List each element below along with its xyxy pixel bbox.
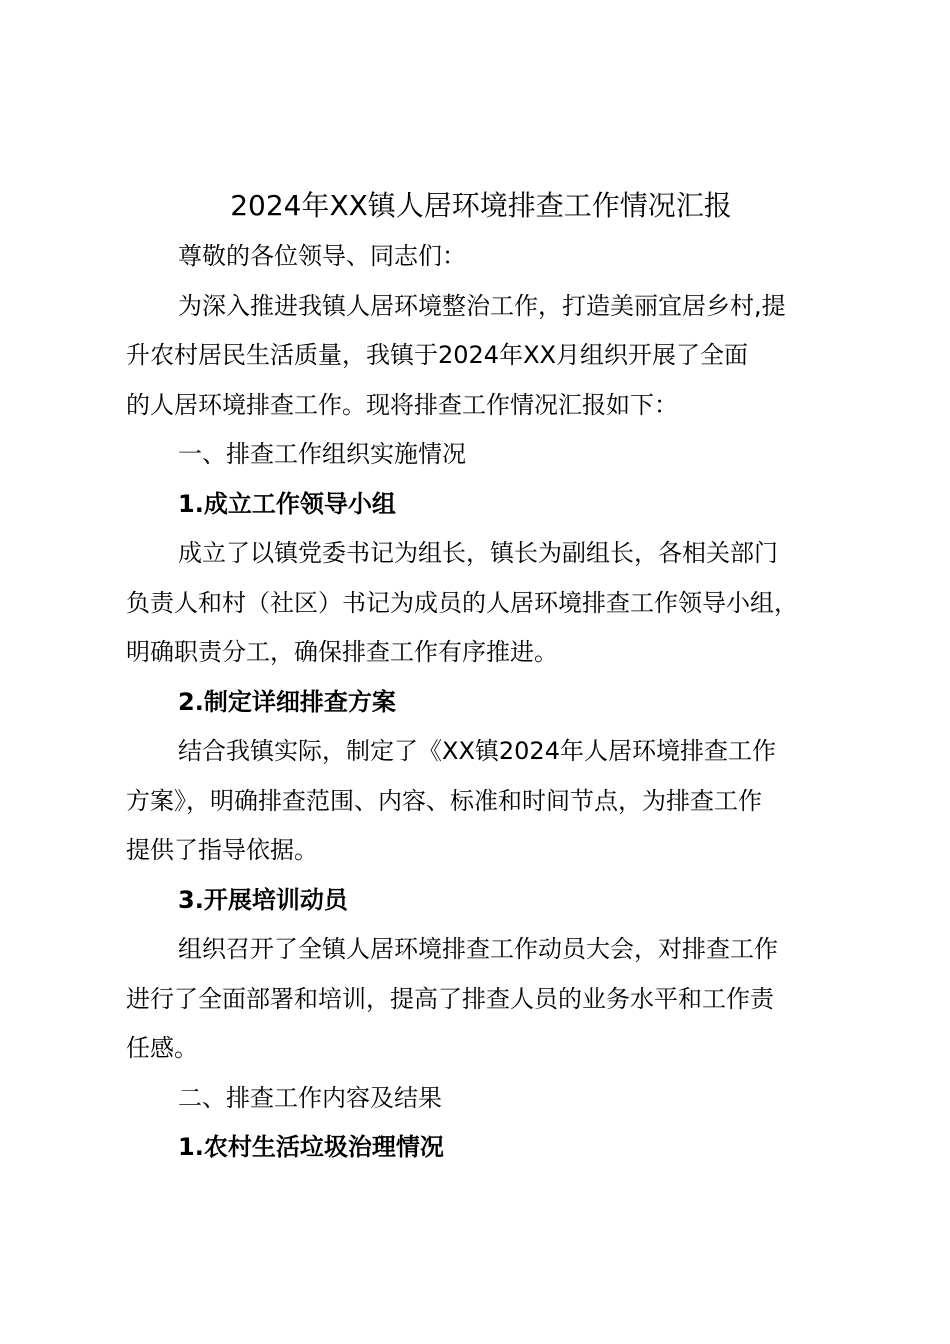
intro-paragraph	[126, 282, 836, 431]
subsection-paragraph-2	[126, 727, 836, 876]
subsection-heading-4: 1.农村生活垃圾治理情况	[178, 1133, 444, 1161]
subsection-heading-2: 2.制定详细排查方案	[178, 687, 396, 716]
paragraph-line: 的人居环境排查工作。现将排查工作情况汇报如下：	[126, 390, 678, 419]
paragraph-line: 成立了以镇党委书记为组长，镇长为副组长，各相关部门	[178, 539, 778, 567]
subsection-paragraph-1	[126, 529, 836, 678]
paragraph-line: 任感。	[126, 1034, 198, 1062]
paragraph-line: 负责人和村（社区）书记为成员的人居环境排查工作领导小组，	[126, 588, 798, 617]
paragraph-line: 组织召开了全镇人居环境排查工作动员大会，对排查工作	[178, 935, 778, 963]
paragraph-line: 明确职责分工，确保排查工作有序推进。	[126, 638, 558, 666]
paragraph-line: 方案》，明确排查范围、内容、标准和时间节点，为排查工作	[126, 786, 762, 815]
section-heading-1: 一、排查工作组织实施情况	[178, 440, 466, 468]
section-heading-2: 二、排查工作内容及结果	[178, 1083, 442, 1112]
paragraph-line: 提供了指导依据。	[126, 836, 318, 864]
salutation: 尊敬的各位领导、同志们：	[178, 242, 466, 270]
paragraph-line: 为深入推进我镇人居环境整治工作，打造美丽宜居乡村,提	[178, 291, 786, 320]
document-title: 2024年XX镇人居环境排查工作情况汇报	[230, 189, 732, 222]
paragraph-line: 结合我镇实际，制定了《XX镇2024年人居环境排查工作	[178, 737, 776, 765]
document-body	[126, 184, 836, 1173]
subsection-paragraph-3	[126, 925, 836, 1074]
subsection-heading-1: 1.成立工作领导小组	[178, 489, 396, 518]
paragraph-line: 进行了全面部署和培训，提高了排查人员的业务水平和工作责	[126, 984, 774, 1013]
paragraph-line: 升农村居民生活质量，我镇于2024年XX月组织开展了全面	[126, 341, 748, 369]
subsection-heading-3: 3.开展培训动员	[178, 885, 348, 914]
